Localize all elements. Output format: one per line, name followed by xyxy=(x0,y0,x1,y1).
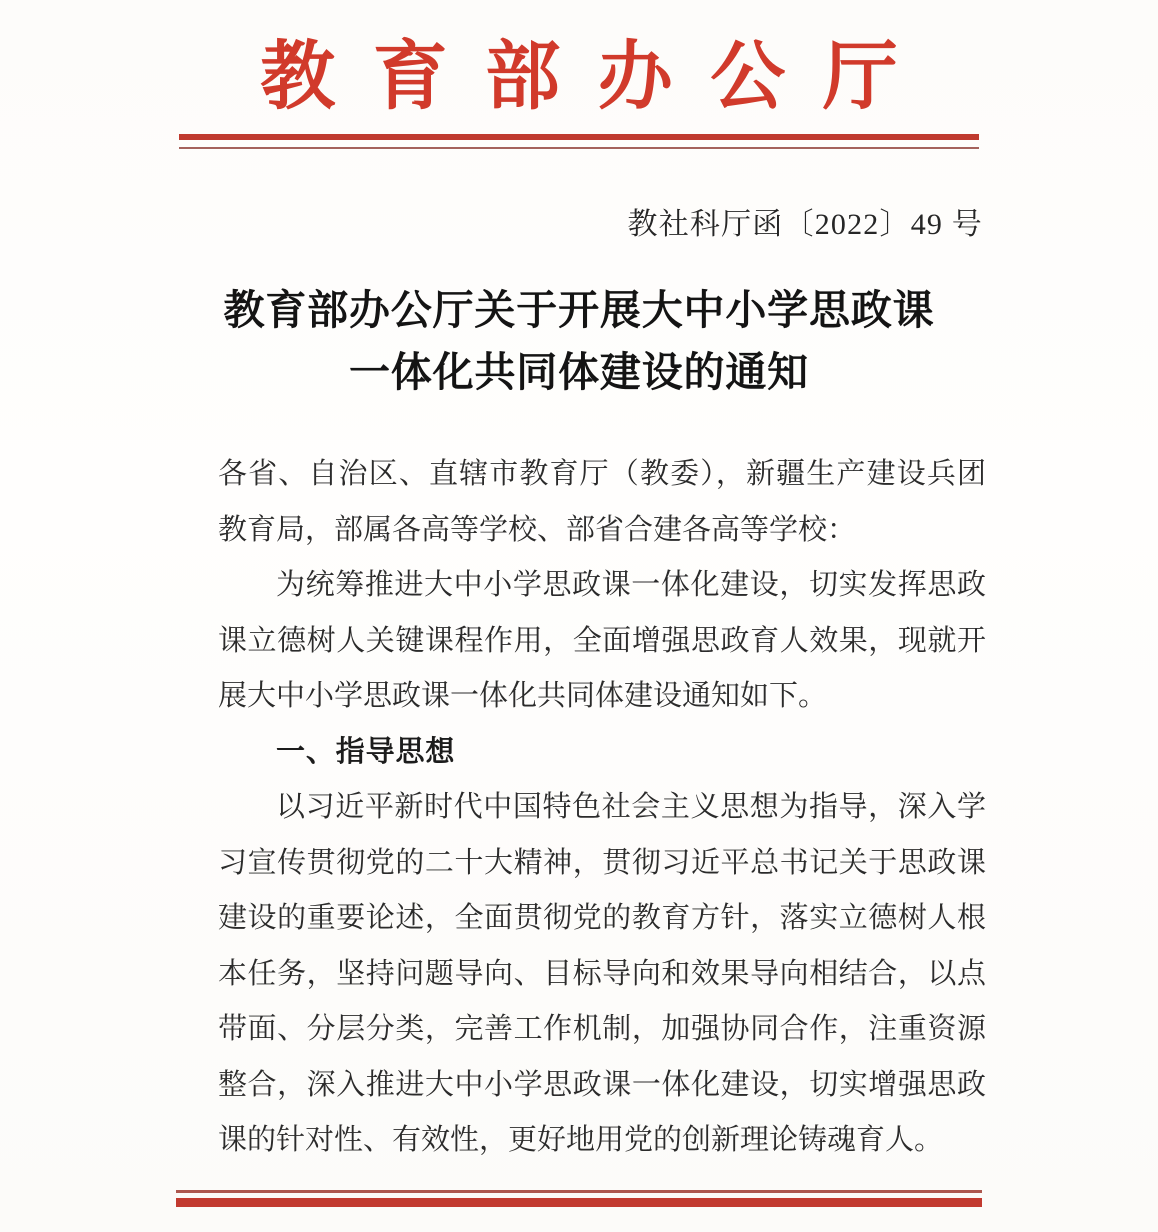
footer-divider xyxy=(176,1190,982,1207)
section-1-heading: 一、指导思想 xyxy=(276,735,456,768)
section-1-paragraph: 以习近平新时代中国特色社会主义思想为指导，深入学习宣传贯彻党的二十大精神，贯彻习近平总书记关于思政课建设的重要论述，全面贯彻党的教育方针，落实立德树人根本任务，坚持问题导向、目标导向和效果导向相结合，以点带面、分层分类，完善工作机制，加强协同合作，注重资源整合，深入推进大中小学思政课一体化建设，切实增强思政课的针对性、有效性，更好地用党的创新理论铸魂育人。 xyxy=(218,791,986,1156)
document-title-line-2: 一体化共同体建设的通知 xyxy=(348,349,810,395)
document-body xyxy=(218,447,986,1169)
document-title xyxy=(0,279,1158,403)
letterhead-divider xyxy=(179,134,979,149)
intro-paragraph: 为统筹推进大中小学思政课一体化建设，切实发挥思政课立德树人关键课程作用，全面增强思政育人效果，现就开展大中小学思政课一体化共同体建设通知如下。 xyxy=(218,569,986,712)
footer-divider-thick-line xyxy=(176,1198,982,1207)
document-number: 教社科厅函〔2022〕49 号 xyxy=(627,208,983,241)
letterhead-divider-thick-line xyxy=(179,134,979,140)
document-title-line-1: 教育部办公厅关于开展大中小学思政课 xyxy=(223,287,935,333)
issuing-org-letterhead: 教育部办公厅 xyxy=(260,36,936,119)
letterhead-divider-thin-line xyxy=(179,147,979,149)
addressee-paragraph: 各省、自治区、直辖市教育厅（教委），新疆生产建设兵团教育局，部属各高等学校、部省合建各高等学校： xyxy=(218,458,986,546)
footer-divider-thin-line xyxy=(176,1190,982,1193)
